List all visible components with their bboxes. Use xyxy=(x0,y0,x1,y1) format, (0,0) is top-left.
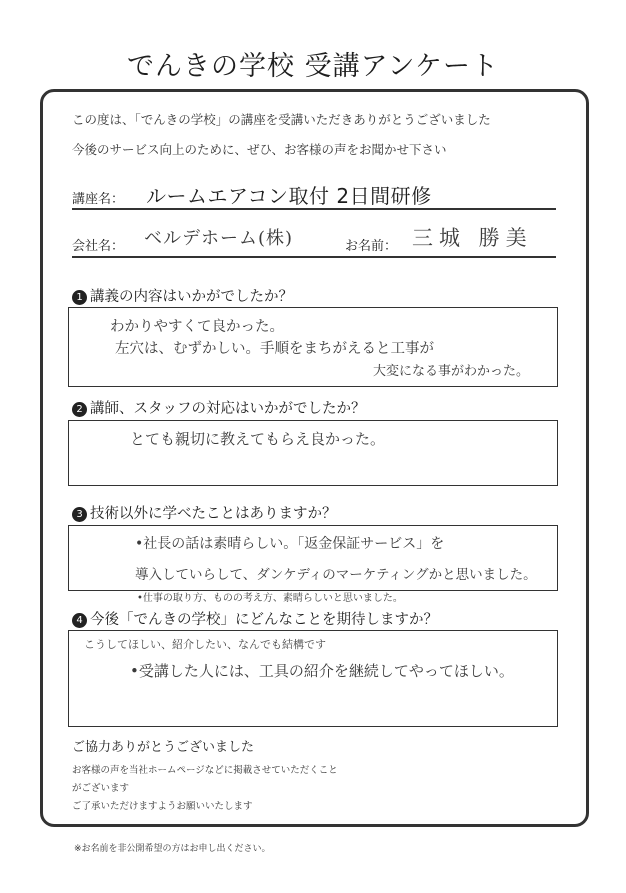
name-label: お名前： xyxy=(345,239,398,254)
answer-3-line-2: 導入していらして、ダンケディのマーケティングかと思いました。 xyxy=(135,567,537,583)
course-label: 講座名： xyxy=(72,192,125,207)
question-number-badge: 4 xyxy=(72,613,87,628)
footnote: ※お名前を非公開希望の方はお申し出ください。 xyxy=(74,844,271,854)
intro-line-1: この度は、「でんきの学校」の講座を受講いただきありがとうございました xyxy=(72,112,491,127)
company-label: 会社名： xyxy=(72,239,125,254)
question-4 xyxy=(72,608,438,629)
question-number-badge: 1 xyxy=(72,290,87,305)
thanks-message: ご協力ありがとうございました xyxy=(72,740,255,755)
question-1 xyxy=(72,285,293,306)
question-text: 技術以外に学べたことはありますか？ xyxy=(90,506,337,522)
intro-line-2: 今後のサービス向上のために、ぜひ、お客様の声をお聞かせ下さい xyxy=(72,142,447,157)
question-number-badge: 3 xyxy=(72,507,87,522)
answer-1-line-1: わかりやすくて良かった。 xyxy=(110,319,284,335)
question-text: 今後「でんきの学校」にどんなことを期待しますか？ xyxy=(90,612,438,628)
course-value: ルームエアコン取付 2日間研修 xyxy=(146,184,432,208)
course-underline xyxy=(72,208,556,210)
question-3 xyxy=(72,502,337,523)
question-text: 講師、スタッフの対応はいかがでしたか？ xyxy=(90,401,366,417)
question-number-badge: 2 xyxy=(72,402,87,417)
question-2 xyxy=(72,397,366,418)
question-text: 講義の内容はいかがでしたか？ xyxy=(90,289,293,305)
company-value[interactable]: ベルデホーム(株) xyxy=(144,228,294,249)
answer-4-line-1: •受講した人には、工具の紹介を継続してやってほしい。 xyxy=(130,662,514,680)
answer-3-line-1: •社長の話は素晴らしい。「返金保証サービス」を xyxy=(135,536,445,552)
answer-1-line-3: 大変になる事がわかった。 xyxy=(373,364,530,379)
answer-2-line-1: とても親切に教えてもらえ良かった。 xyxy=(130,430,386,448)
answer-1-line-2: 左穴は、むずかしい。手順をまちがえると工事が xyxy=(115,341,434,357)
page-title: でんきの学校 受講アンケート xyxy=(127,51,499,82)
name-value[interactable]: 三城 勝美 xyxy=(412,226,533,250)
note-line-1: お客様の声を当社ホームページなどに掲載させていただくこと xyxy=(72,765,338,776)
question-4-hint: こうしてほしい、紹介したい、なんでも結構です xyxy=(84,638,326,651)
company-underline xyxy=(72,256,556,258)
note-line-2: がございます xyxy=(72,783,130,794)
answer-3-line-3: •仕事の取り方、ものの考え方、素晴らしいと思いました。 xyxy=(137,593,403,604)
note-line-3: ご了承いただけますようお願いいたします xyxy=(72,801,253,812)
